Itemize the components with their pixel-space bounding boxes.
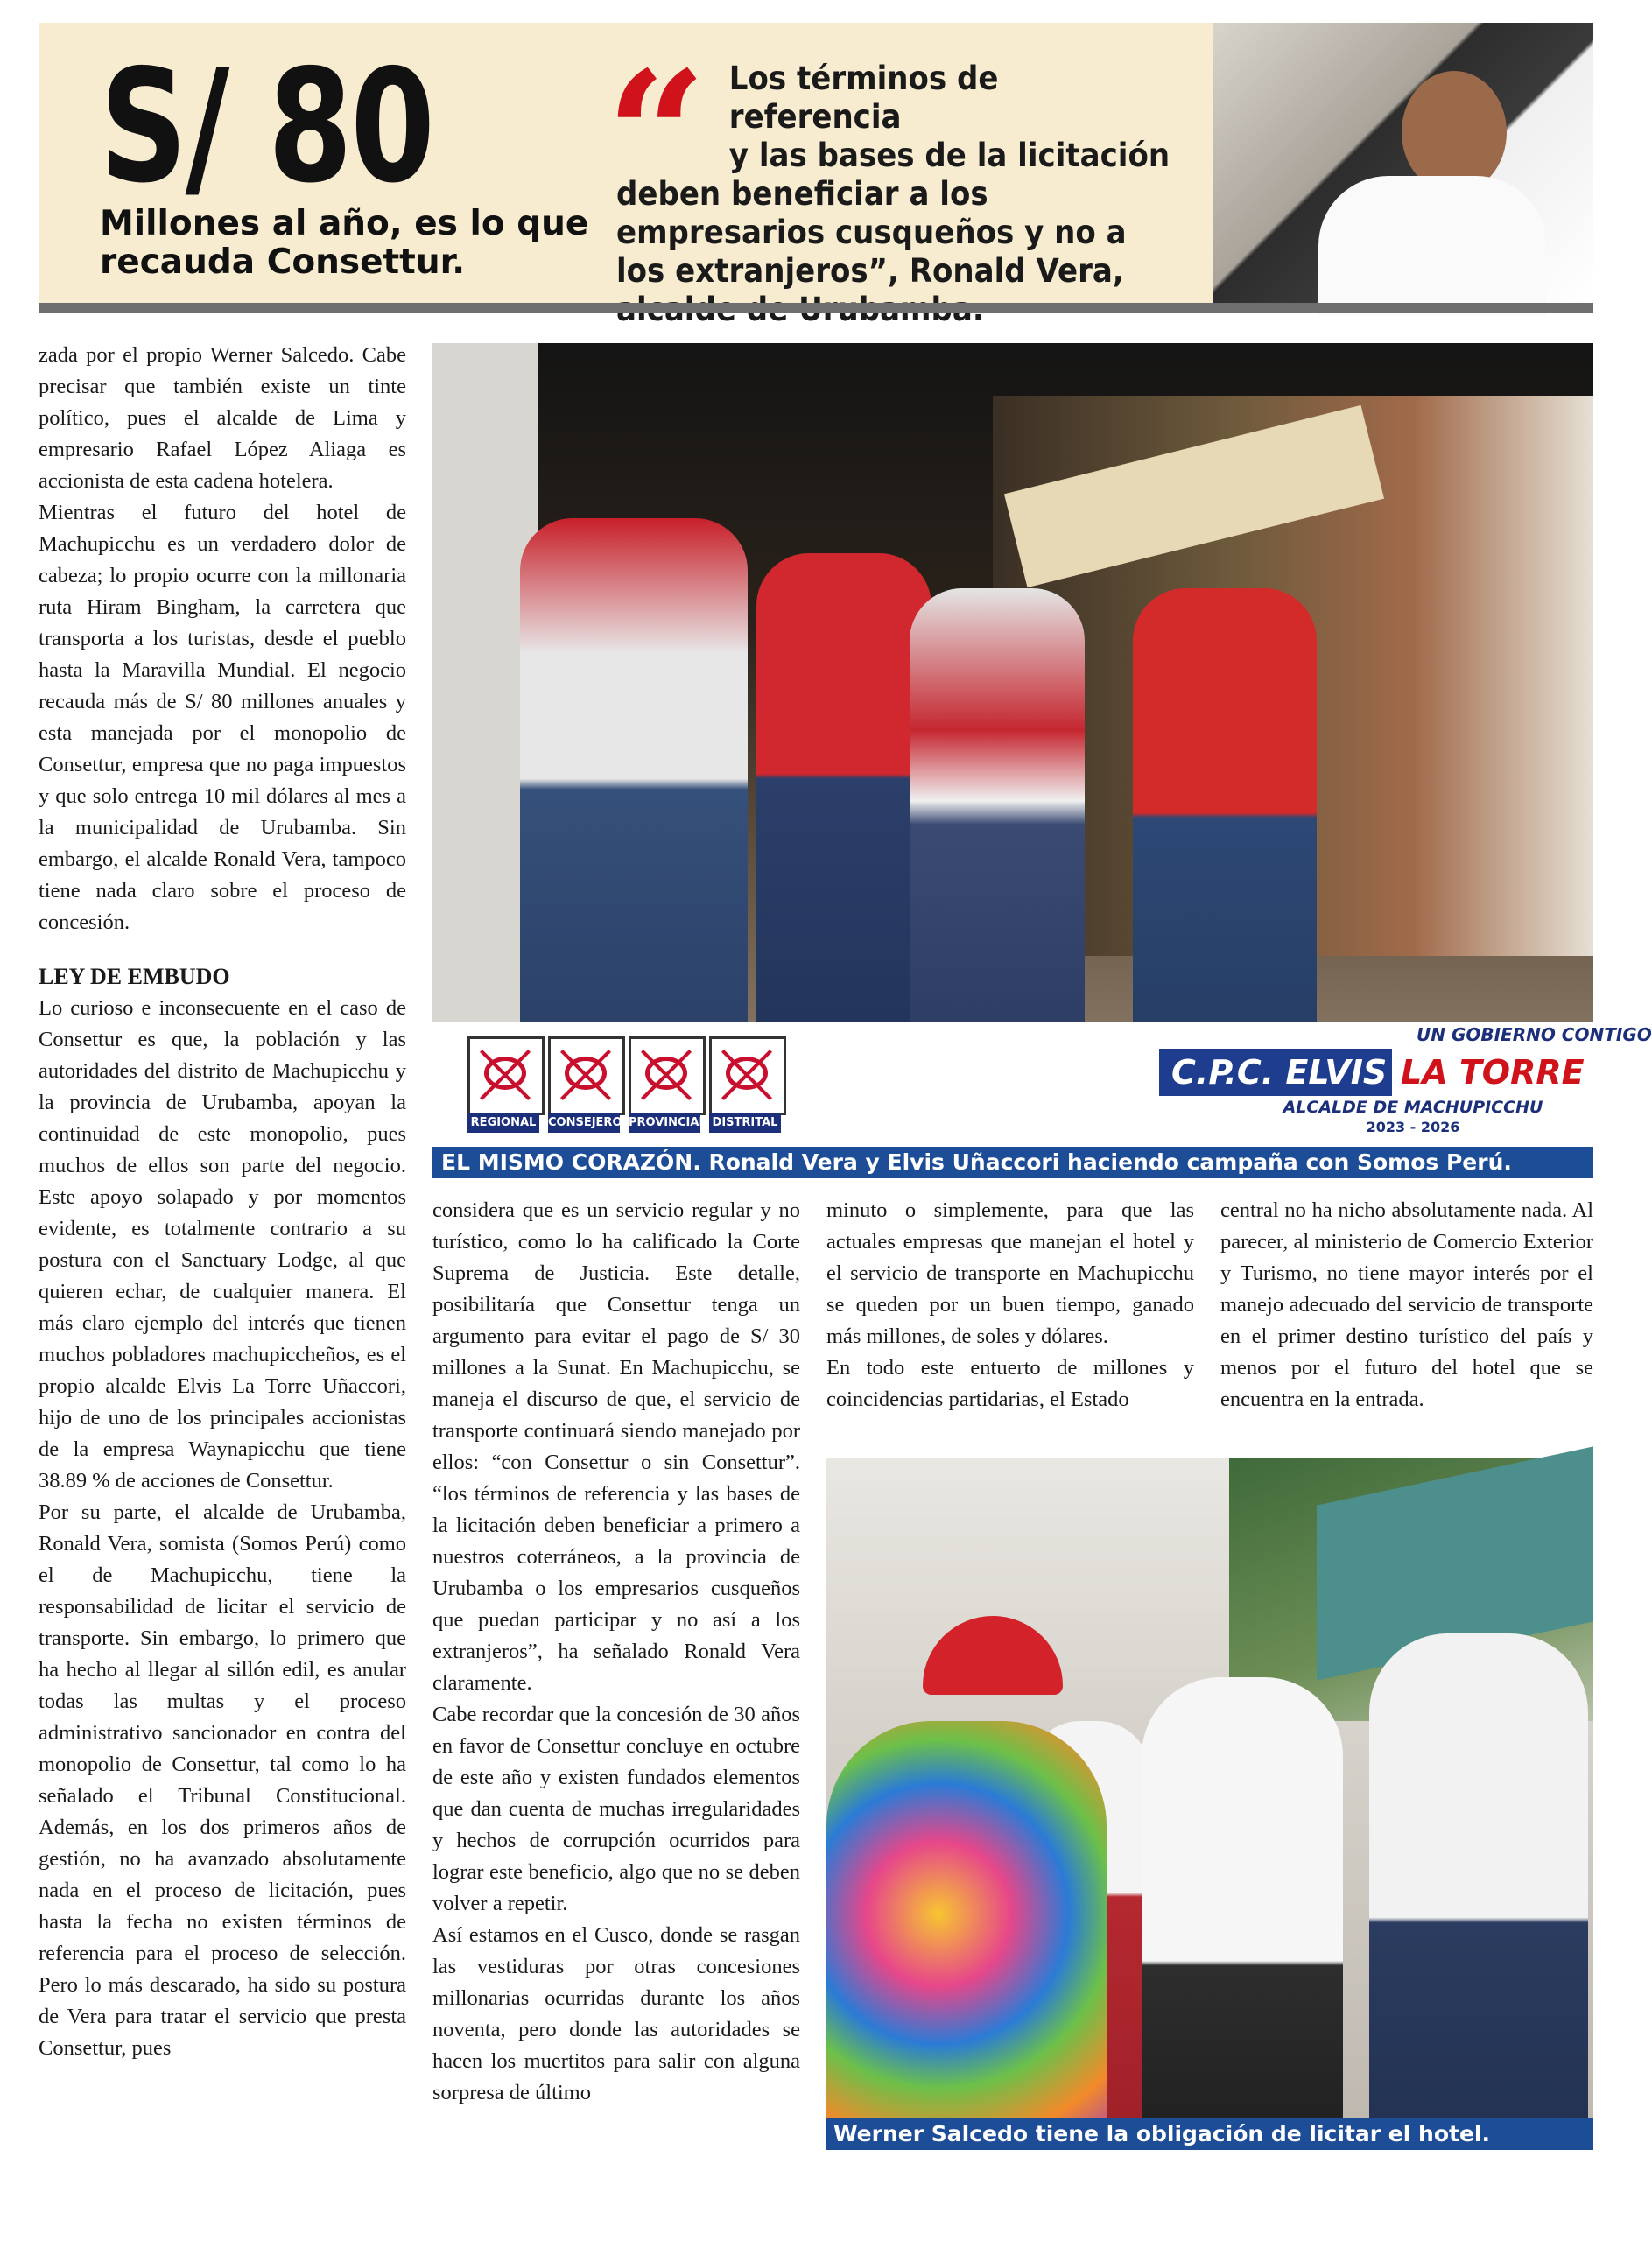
quote-mark-icon: “	[606, 33, 707, 239]
photo-person	[1142, 1677, 1343, 2150]
campaign-years: 2023 - 2026	[1366, 1119, 1460, 1135]
article-column-1	[39, 340, 406, 2064]
section-subhead: LEY DE EMBUDO	[39, 964, 230, 989]
caption-text: Ronald Vera y Elvis Uñaccori haciendo campaña con Somos Perú.	[700, 1149, 1512, 1175]
article-column-4	[1220, 1195, 1593, 1416]
party-logo-icon	[629, 1036, 706, 1115]
photo-person	[1133, 588, 1317, 1087]
paragraph: Mientras el futuro del hotel de Machupicchu es un verdadero dolor de cabeza; lo propio ocurre con la millonaria ruta Hiram Bingham, la carretera que transporta a los turistas, desde el pueblo hasta la Maravilla Mundial. El negocio recauda más de S/ 80 millones anuales y esta manejada por el monopolio de Consettur, empresa que no paga impuestos y que solo entrega 10 mil dólares al mes a la municipalidad de Urubamba. Sin embargo, el alcalde Ronald Vera, tampoco tiene nada claro sobre el proceso de concesión.	[39, 501, 406, 934]
photo-person	[756, 553, 931, 1043]
photo-person-tiedye	[826, 1721, 1107, 2150]
logo-tag: DISTRITAL	[709, 1113, 781, 1133]
party-logo-icon	[709, 1036, 786, 1115]
caption-lead: EL MISMO CORAZÓN.	[441, 1149, 701, 1175]
photo-person	[910, 588, 1085, 1061]
article-column-3	[826, 1195, 1194, 1416]
photo-caption-second: Werner Salcedo tiene la obligación de licitar el hotel.	[826, 2118, 1593, 2150]
campaign-photo	[432, 343, 1652, 1147]
photo-red-cap	[923, 1616, 1063, 1695]
campaign-name-first: C.P.C. ELVIS	[1159, 1049, 1399, 1096]
paragraph: zada por el propio Werner Salcedo. Cabe precisar que también existe un tinte político, pues el alcalde de Lima y empresario Rafael López Aliaga es accionista de esta cadena hotelera.	[39, 343, 406, 493]
header-portrait-photo	[1213, 23, 1593, 303]
street-greeting-photo	[826, 1458, 1593, 2150]
party-logo-icon	[467, 1036, 545, 1115]
header-divider	[39, 303, 1593, 313]
headline-subtitle: Millones al año, es lo que recauda Consettur.	[100, 204, 589, 282]
pull-quote-line-1: Los términos de referencia	[728, 60, 999, 136]
paragraph: Cabe recordar que la concesión de 30 años en favor de Consettur concluye en octubre de este año y existen fundados elementos que dan cuenta de muchas irregularidades y hechos de corrupción ocurridos para lograr este beneficio, algo que no se deben volver a repetir.	[432, 1703, 800, 1915]
headline-figure: S/ 80	[100, 36, 433, 217]
paragraph: Lo curioso e inconsecuente en el caso de Consettur es que, la población y las autoridades del distrito de Machupicchu y la provincia de Urubamba, apoyan la continuidad de este monopolio, pues muchos de ellos son parte del negocio. Este apoyo solapado y por momentos evidente, es totalmente contrario a su postura con el Sanctuary Lodge, al que quieren echar, de cualquier manera. El más claro ejemplo del interés que tienen muchos pobladores machupiccheños, es el propio alcalde Elvis La Torre Uñaccori, hijo de uno de los principales accionistas de la empresa Waynapicchu que tiene 38.89 % de acciones de Consettur.	[39, 996, 406, 1493]
paragraph: Así estamos en el Cusco, donde se rasgan las vestiduras por otras concesiones millonarias ocurridas durante los años noventa, pero donde las autoridades se hacen los muertitos para salir con alguna sorpresa de último	[432, 1923, 800, 2104]
paragraph: central no ha nicho absolutamente nada. Al parecer, al ministerio de Comercio Exterior y Turismo, no tiene mayor interés por el manejo adecuado del servicio de transporte en el primer destino turístico del país y menos por el futuro del hotel que se encuentra en la entrada.	[1220, 1198, 1593, 1411]
campaign-role: ALCALDE DE MACHUPICCHU	[1283, 1098, 1543, 1117]
logo-tag: PROVINCIAL	[629, 1113, 700, 1133]
campaign-name-last: LA TORRE	[1392, 1049, 1593, 1096]
campaign-slogan: UN GOBIERNO CONTIGO	[1417, 1024, 1652, 1045]
logo-tag: CONSEJERO	[548, 1113, 620, 1133]
party-logo-icon	[548, 1036, 625, 1115]
pull-quote-line-2: y las bases de la licitación	[728, 137, 1170, 174]
article-column-2	[432, 1195, 800, 2109]
pull-quote-rest: deben beneficiar a los empresarios cusqueños y no a los extranjeros”, Ronald Vera,	[616, 175, 1127, 290]
paragraph: minuto o simplemente, para que las actuales empresas que manejan el hotel y el servicio de transporte en Machupicchu se queden por un buen tiempo, ganado más millones, de soles y dólares.	[826, 1198, 1194, 1348]
photo-person	[520, 518, 748, 1061]
portrait-head	[1402, 71, 1507, 193]
header-band	[39, 23, 1593, 303]
pull-quote	[616, 60, 1172, 329]
photo-person	[1369, 1633, 1588, 2150]
paragraph: considera que es un servicio regular y no turístico, como lo ha calificado la Corte Suprema de Justicia. Este detalle, posibilitaría que Consettur tenga un argumento para evitar el pago de S/ 30 millones a la Sunat. En Machupicchu, se maneja el discurso de que, el servicio de transporte continuará siendo manejado por ellos: “con Consettur o sin Consettur”. “los términos de referencia y las bases de la licitación deben beneficiar a primero a nuestros coterráneos, a la provincia de Urubamba o los empresarios cusqueños que puedan participar y no así a los extranjeros”, ha señalado Ronald Vera claramente.	[432, 1198, 800, 1695]
paragraph: Por su parte, el alcalde de Urubamba, Ronald Vera, somista (Somos Perú) como el de Machupicchu, tiene la responsabilidad de licitar el servicio de transporte. Sin embargo, lo primero que ha hecho al llegar al sillón edil, es anular todas las multas y el proceso administrativo sancionador en contra del monopolio de Consettur, tal como lo ha señalado el Tribunal Constitucional. Además, en los dos primeros años de gestión, no ha avanzado absolutamente nada en el proceso de licitación, pues hasta la fecha no existen términos de referencia para el proceso de selección. Pero lo más descarado, ha sido su postura de Vera para tratar el servicio que presta Consettur, pues	[39, 1500, 406, 2060]
portrait-shirt	[1318, 176, 1546, 316]
paragraph: En todo este entuerto de millones y coincidencias partidarias, el Estado	[826, 1356, 1194, 1411]
logo-tag: REGIONAL	[467, 1113, 539, 1133]
photo-caption-main	[432, 1147, 1593, 1178]
